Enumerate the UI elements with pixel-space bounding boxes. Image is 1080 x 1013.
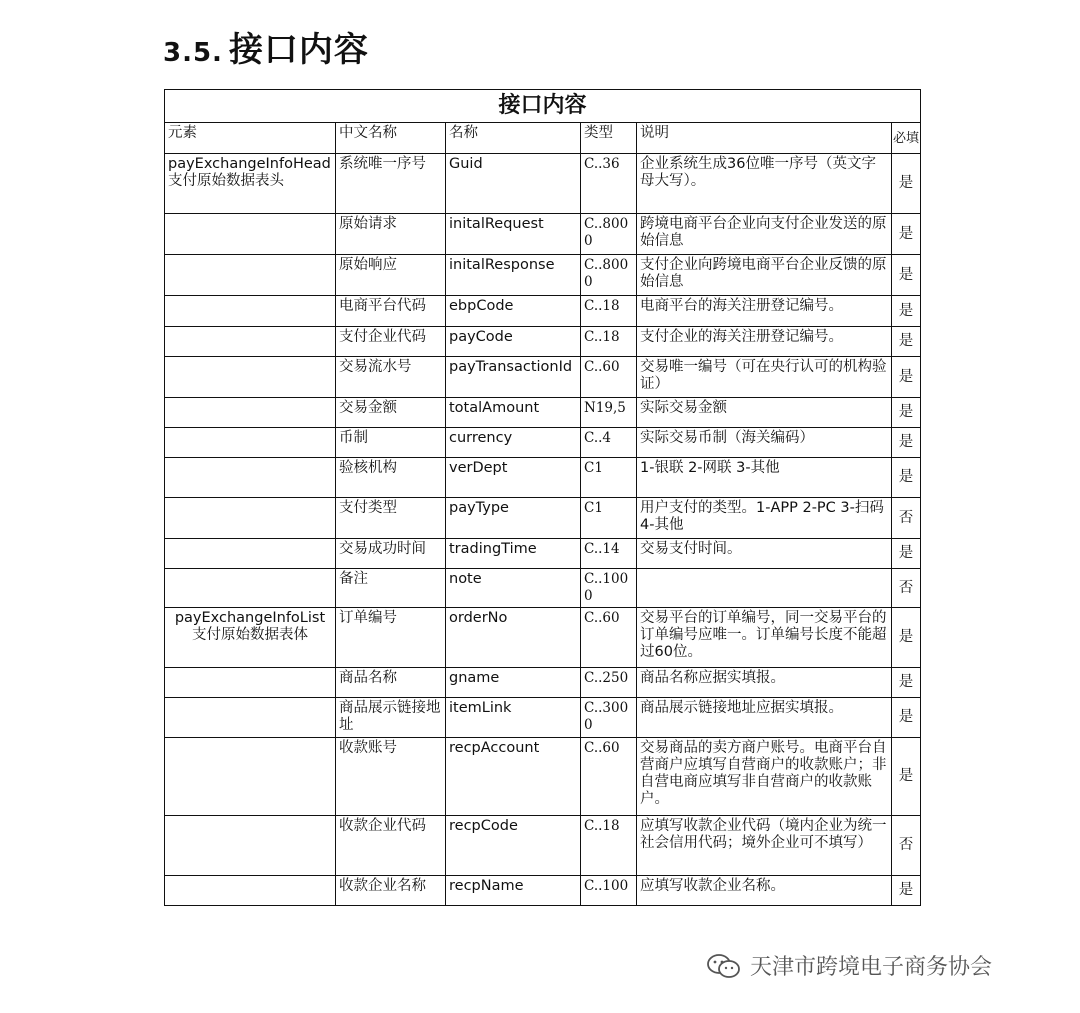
- cell-required: 是: [892, 327, 921, 357]
- cell-description: 交易唯一编号（可在央行认可的机构验证）: [637, 357, 892, 398]
- cell-required: 是: [892, 738, 921, 816]
- table-title: 接口内容: [165, 90, 921, 123]
- cell-name: verDept: [446, 458, 581, 498]
- cell-cn-name: 商品展示链接地址: [336, 698, 446, 738]
- cell-description: [637, 569, 892, 608]
- header-element: 元素: [165, 123, 336, 154]
- cell-type: C..60: [581, 608, 637, 668]
- cell-required: 是: [892, 255, 921, 296]
- watermark-text: 天津市跨境电子商务协会: [750, 955, 993, 980]
- cell-element: [165, 668, 336, 698]
- cell-cn-name: 原始请求: [336, 214, 446, 255]
- cell-element: [165, 876, 336, 906]
- cell-type: C..18: [581, 327, 637, 357]
- cell-required: 是: [892, 698, 921, 738]
- cell-description: 实际交易金额: [637, 398, 892, 428]
- table-row: [165, 608, 921, 668]
- table-header-row: [165, 123, 921, 154]
- table-row: [165, 569, 921, 608]
- table-row: [165, 154, 921, 214]
- cell-description: 应填写收款企业代码（境内企业为统一社会信用代码；境外企业可不填写）: [637, 816, 892, 876]
- cell-type: C..8000: [581, 214, 637, 255]
- cell-description: 商品展示链接地址应据实填报。: [637, 698, 892, 738]
- section-number: 3.5.: [163, 38, 223, 68]
- cell-type: C..8000: [581, 255, 637, 296]
- table-title-row: [165, 90, 921, 123]
- header-required: 必填: [892, 123, 921, 154]
- cell-type: C..60: [581, 357, 637, 398]
- cell-required: 是: [892, 458, 921, 498]
- cell-type: C..4: [581, 428, 637, 458]
- cell-name: recpAccount: [446, 738, 581, 816]
- cell-cn-name: 验核机构: [336, 458, 446, 498]
- cell-description: 交易平台的订单编号，同一交易平台的订单编号应唯一。订单编号长度不能超过60位。: [637, 608, 892, 668]
- cell-required: 是: [892, 398, 921, 428]
- cell-element: [165, 698, 336, 738]
- cell-element: [165, 816, 336, 876]
- header-description: 说明: [637, 123, 892, 154]
- table-row: [165, 698, 921, 738]
- cell-type: C..1000: [581, 569, 637, 608]
- cell-cn-name: 系统唯一序号: [336, 154, 446, 214]
- cell-element: [165, 296, 336, 327]
- cell-element: [165, 498, 336, 539]
- cell-description: 用户支付的类型。1-APP 2-PC 3-扫码 4-其他: [637, 498, 892, 539]
- table-row: [165, 668, 921, 698]
- cell-cn-name: 交易金额: [336, 398, 446, 428]
- cell-description: 实际交易币制（海关编码）: [637, 428, 892, 458]
- cell-required: 是: [892, 876, 921, 906]
- interface-table: [164, 89, 921, 906]
- cell-name: payType: [446, 498, 581, 539]
- cell-element: [165, 357, 336, 398]
- cell-type: C..250: [581, 668, 637, 698]
- cell-name: initalRequest: [446, 214, 581, 255]
- cell-description: 交易商品的卖方商户账号。电商平台自营商户应填写自营商户的收款账户；非自营电商应填写非自营商户的收款账户。: [637, 738, 892, 816]
- cell-description: 1-银联 2-网联 3-其他: [637, 458, 892, 498]
- cell-cn-name: 原始响应: [336, 255, 446, 296]
- cell-description: 电商平台的海关注册登记编号。: [637, 296, 892, 327]
- cell-cn-name: 交易成功时间: [336, 539, 446, 569]
- cell-required: 是: [892, 539, 921, 569]
- cell-element: [165, 398, 336, 428]
- cell-element: payExchangeInfoList 支付原始数据表体: [165, 608, 336, 668]
- cell-name: initalResponse: [446, 255, 581, 296]
- cell-description: 交易支付时间。: [637, 539, 892, 569]
- cell-element: [165, 327, 336, 357]
- table-row: [165, 498, 921, 539]
- table-row: [165, 327, 921, 357]
- cell-element: payExchangeInfoHead 支付原始数据表头: [165, 154, 336, 214]
- table-row: [165, 539, 921, 569]
- wechat-icon: [706, 953, 742, 979]
- table-row: [165, 296, 921, 327]
- cell-description: 支付企业的海关注册登记编号。: [637, 327, 892, 357]
- cell-required: 是: [892, 214, 921, 255]
- table-row: [165, 428, 921, 458]
- cell-element: [165, 255, 336, 296]
- table-row: [165, 214, 921, 255]
- cell-cn-name: 交易流水号: [336, 357, 446, 398]
- cell-element: [165, 458, 336, 498]
- cell-element: [165, 569, 336, 608]
- cell-name: payCode: [446, 327, 581, 357]
- section-heading: 接口内容: [228, 30, 369, 70]
- cell-description: 应填写收款企业名称。: [637, 876, 892, 906]
- cell-cn-name: 收款企业代码: [336, 816, 446, 876]
- header-type: 类型: [581, 123, 637, 154]
- cell-name: recpCode: [446, 816, 581, 876]
- cell-required: 是: [892, 154, 921, 214]
- table-row: [165, 738, 921, 816]
- cell-cn-name: 电商平台代码: [336, 296, 446, 327]
- cell-name: recpName: [446, 876, 581, 906]
- cell-required: 是: [892, 296, 921, 327]
- cell-name: tradingTime: [446, 539, 581, 569]
- cell-name: orderNo: [446, 608, 581, 668]
- cell-element: [165, 539, 336, 569]
- cell-required: 否: [892, 498, 921, 539]
- cell-required: 是: [892, 668, 921, 698]
- table-row: [165, 357, 921, 398]
- cell-name: ebpCode: [446, 296, 581, 327]
- cell-element: [165, 428, 336, 458]
- cell-type: C..100: [581, 876, 637, 906]
- table-row: [165, 255, 921, 296]
- cell-description: 支付企业向跨境电商平台企业反馈的原始信息: [637, 255, 892, 296]
- table-row: [165, 816, 921, 876]
- cell-type: C..18: [581, 296, 637, 327]
- cell-description: 跨境电商平台企业向支付企业发送的原始信息: [637, 214, 892, 255]
- header-name: 名称: [446, 123, 581, 154]
- cell-cn-name: 支付类型: [336, 498, 446, 539]
- table-row: [165, 876, 921, 906]
- cell-name: gname: [446, 668, 581, 698]
- cell-type: C..60: [581, 738, 637, 816]
- watermark: [706, 950, 992, 981]
- cell-cn-name: 支付企业代码: [336, 327, 446, 357]
- cell-cn-name: 币制: [336, 428, 446, 458]
- cell-required: 是: [892, 357, 921, 398]
- cell-type: N19,5: [581, 398, 637, 428]
- cell-name: totalAmount: [446, 398, 581, 428]
- cell-element: [165, 214, 336, 255]
- cell-name: itemLink: [446, 698, 581, 738]
- cell-name: currency: [446, 428, 581, 458]
- cell-required: 是: [892, 428, 921, 458]
- cell-description: 商品名称应据实填报。: [637, 668, 892, 698]
- cell-name: payTransactionId: [446, 357, 581, 398]
- table-row: [165, 458, 921, 498]
- cell-type: C..36: [581, 154, 637, 214]
- cell-type: C..18: [581, 816, 637, 876]
- cell-cn-name: 收款企业名称: [336, 876, 446, 906]
- cell-name: note: [446, 569, 581, 608]
- header-cn-name: 中文名称: [336, 123, 446, 154]
- cell-cn-name: 收款账号: [336, 738, 446, 816]
- cell-required: 否: [892, 816, 921, 876]
- cell-name: Guid: [446, 154, 581, 214]
- cell-element: [165, 738, 336, 816]
- cell-description: 企业系统生成36位唯一序号（英文字母大写）。: [637, 154, 892, 214]
- table-row: [165, 398, 921, 428]
- cell-cn-name: 订单编号: [336, 608, 446, 668]
- cell-type: C..14: [581, 539, 637, 569]
- cell-type: C1: [581, 458, 637, 498]
- cell-type: C..3000: [581, 698, 637, 738]
- cell-required: 是: [892, 608, 921, 668]
- section-title: [163, 22, 369, 71]
- cell-cn-name: 备注: [336, 569, 446, 608]
- cell-required: 否: [892, 569, 921, 608]
- cell-type: C1: [581, 498, 637, 539]
- cell-cn-name: 商品名称: [336, 668, 446, 698]
